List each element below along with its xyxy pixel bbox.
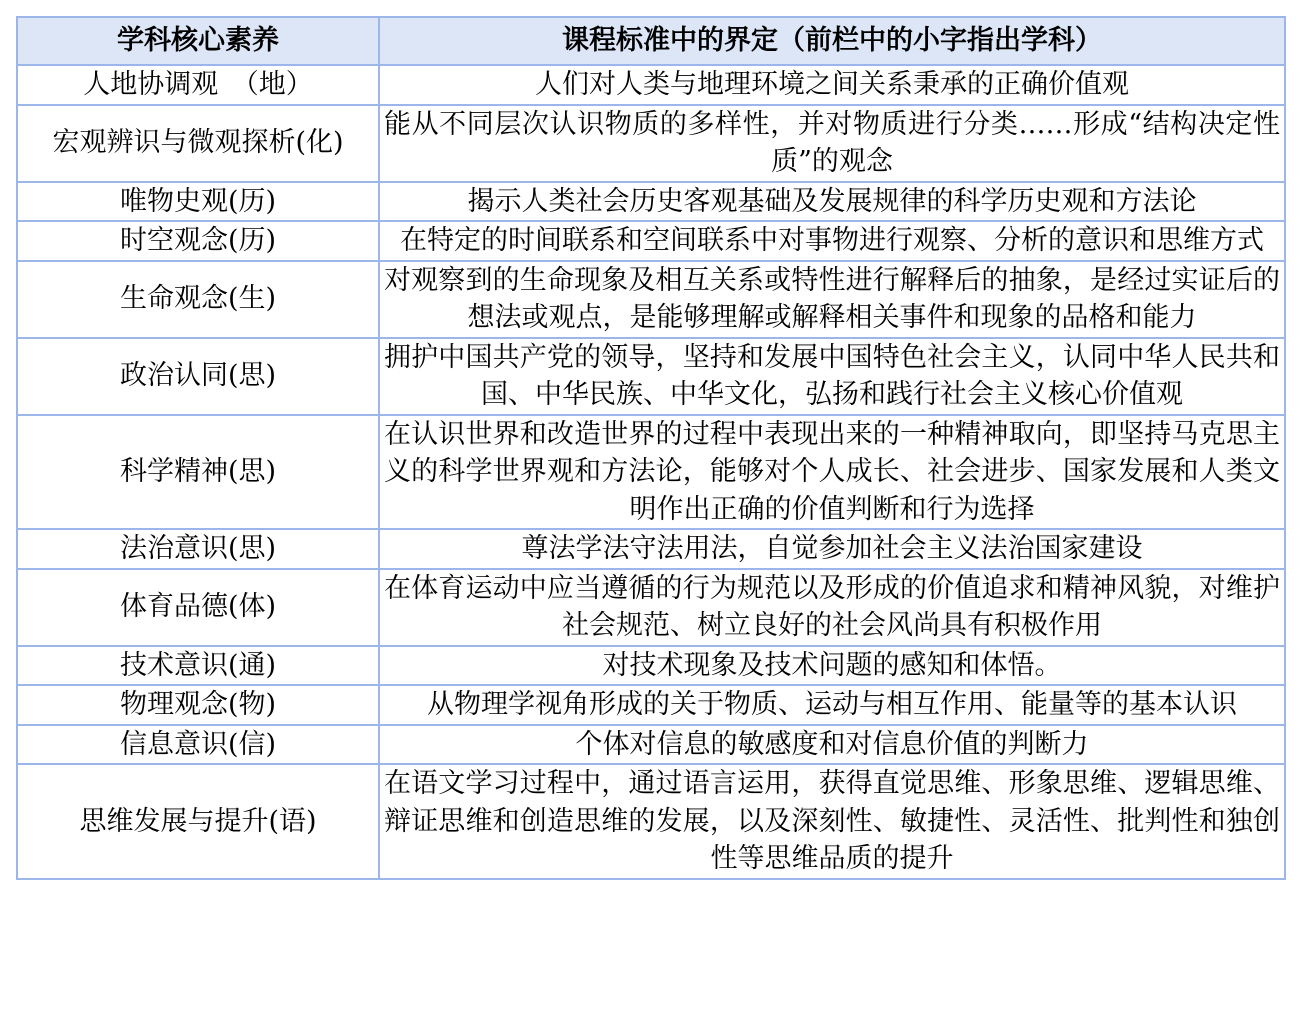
table-row	[17, 221, 1285, 261]
literacy-definition: 在特定的时间联系和空间联系中对事物进行观察、分析的意识和思维方式	[379, 221, 1285, 261]
literacy-definition: 在认识世界和改造世界的过程中表现出来的一种精神取向，即坚持马克思主义的科学世界观和方法论，能够对个人成长、社会进步、国家发展和人类文明作出正确的价值判断和行为选择	[379, 415, 1285, 530]
table-row	[17, 646, 1285, 686]
table-row	[17, 685, 1285, 725]
table-row	[17, 529, 1285, 569]
literacy-name: 生命观念(生)	[17, 261, 379, 338]
literacy-name: 法治意识(思)	[17, 529, 379, 569]
literacy-name: 政治认同(思)	[17, 338, 379, 415]
literacy-definition: 从物理学视角形成的关于物质、运动与相互作用、能量等的基本认识	[379, 685, 1285, 725]
literacy-definition: 揭示人类社会历史客观基础及发展规律的科学历史观和方法论	[379, 182, 1285, 222]
column-header-definition: 课程标准中的界定（前栏中的小字指出学科）	[379, 17, 1285, 65]
literacy-definition: 对技术现象及技术问题的感知和体悟。	[379, 646, 1285, 686]
literacy-table	[16, 16, 1286, 880]
literacy-definition: 对观察到的生命现象及相互关系或特性进行解释后的抽象，是经过实证后的想法或观点，是能够理解或解释相关事件和现象的品格和能力	[379, 261, 1285, 338]
column-header-literacy: 学科核心素养	[17, 17, 379, 65]
table-row	[17, 569, 1285, 646]
literacy-name: 信息意识(信)	[17, 725, 379, 765]
literacy-name: 人地协调观 （地）	[17, 65, 379, 105]
literacy-name: 唯物史观(历)	[17, 182, 379, 222]
literacy-name: 宏观辨识与微观探析(化)	[17, 105, 379, 182]
table-row	[17, 764, 1285, 879]
literacy-name: 思维发展与提升(语)	[17, 764, 379, 879]
literacy-definition: 能从不同层次认识物质的多样性，并对物质进行分类……形成“结构决定性质”的观念	[379, 105, 1285, 182]
table-row	[17, 725, 1285, 765]
table-row	[17, 182, 1285, 222]
literacy-definition: 拥护中国共产党的领导，坚持和发展中国特色社会主义，认同中华人民共和国、中华民族、中华文化，弘扬和践行社会主义核心价值观	[379, 338, 1285, 415]
header-row	[17, 17, 1285, 65]
table-row	[17, 415, 1285, 530]
literacy-definition: 在体育运动中应当遵循的行为规范以及形成的价值追求和精神风貌，对维护社会规范、树立良好的社会风尚具有积极作用	[379, 569, 1285, 646]
literacy-definition: 个体对信息的敏感度和对信息价值的判断力	[379, 725, 1285, 765]
literacy-definition: 在语文学习过程中，通过语言运用，获得直觉思维、形象思维、逻辑思维、辩证思维和创造思维的发展，以及深刻性、敏捷性、灵活性、批判性和独创性等思维品质的提升	[379, 764, 1285, 879]
literacy-name: 时空观念(历)	[17, 221, 379, 261]
literacy-name: 物理观念(物)	[17, 685, 379, 725]
literacy-definition: 人们对人类与地理环境之间关系秉承的正确价值观	[379, 65, 1285, 105]
literacy-definition: 尊法学法守法用法，自觉参加社会主义法治国家建设	[379, 529, 1285, 569]
table-row	[17, 261, 1285, 338]
literacy-name: 科学精神(思)	[17, 415, 379, 530]
table-row	[17, 105, 1285, 182]
literacy-name: 体育品德(体)	[17, 569, 379, 646]
table-container	[16, 16, 1284, 880]
table-row	[17, 65, 1285, 105]
literacy-name: 技术意识(通)	[17, 646, 379, 686]
table-row	[17, 338, 1285, 415]
